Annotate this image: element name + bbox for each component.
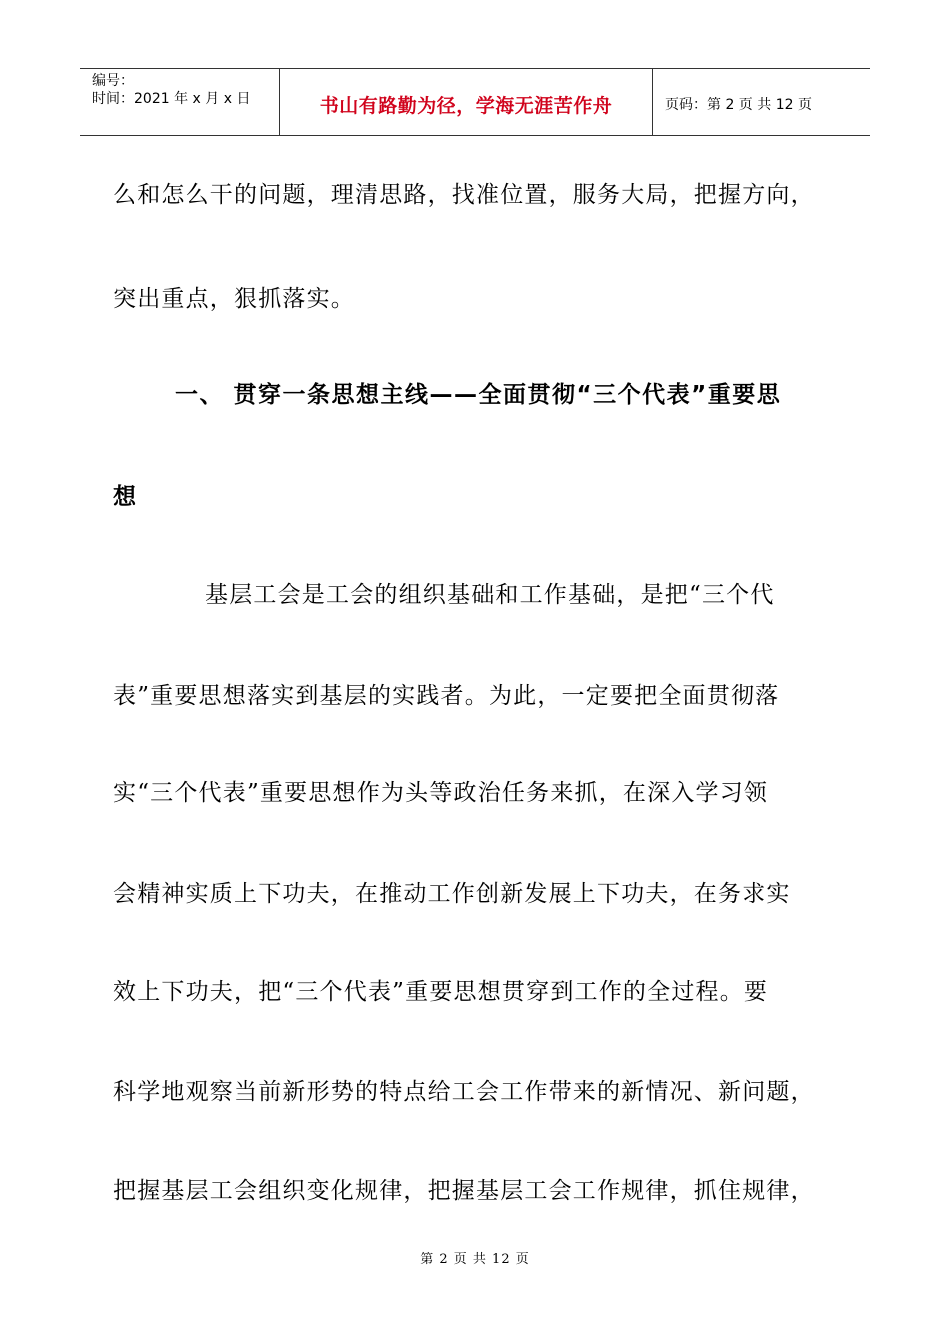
body-line: 基层工会是工会的组织基础和工作基础，是把“三个代 xyxy=(205,582,775,608)
section-heading-continued: 想 xyxy=(113,484,138,510)
body-line: 会精神实质上下功夫，在推动工作创新发展上下功夫，在务求实 xyxy=(113,881,791,907)
body-line: 么和怎么干的问题，理清思路，找准位置，服务大局，把握方向， xyxy=(113,182,815,208)
header-meta-cell xyxy=(80,69,280,135)
body-line: 把握基层工会组织变化规律，把握基层工会工作规律，抓住规律， xyxy=(113,1178,815,1204)
body-line: 表”重要思想落实到基层的实践者。为此，一定要把全面贯彻落 xyxy=(113,683,780,709)
header-motto-cell xyxy=(280,69,653,135)
body-line: 科学地观察当前新形势的特点给工会工作带来的新情况、新问题， xyxy=(113,1079,815,1105)
body-line: 实“三个代表”重要思想作为头等政治任务来抓，在深入学习领 xyxy=(113,780,769,806)
footer-page-number: 第 2 页 共 12 页 xyxy=(420,1252,530,1267)
page-footer xyxy=(0,1248,950,1267)
motto-text: 书山有路勤为径，学海无涯苦作舟 xyxy=(319,94,613,117)
header-page-cell xyxy=(653,69,870,135)
time-label: 时间：2021 年 x 月 x 日 xyxy=(92,91,251,107)
section-heading: 一、 贯穿一条思想主线——全面贯彻“三个代表”重要思 xyxy=(175,382,782,408)
number-label: 编号： xyxy=(92,73,134,89)
document-header xyxy=(80,68,870,136)
body-line: 效上下功夫，把“三个代表”重要思想贯穿到工作的全过程。要 xyxy=(113,979,769,1005)
page-info: 页码：第 2 页 共 12 页 xyxy=(665,97,812,113)
body-line: 突出重点，狠抓落实。 xyxy=(113,286,355,312)
